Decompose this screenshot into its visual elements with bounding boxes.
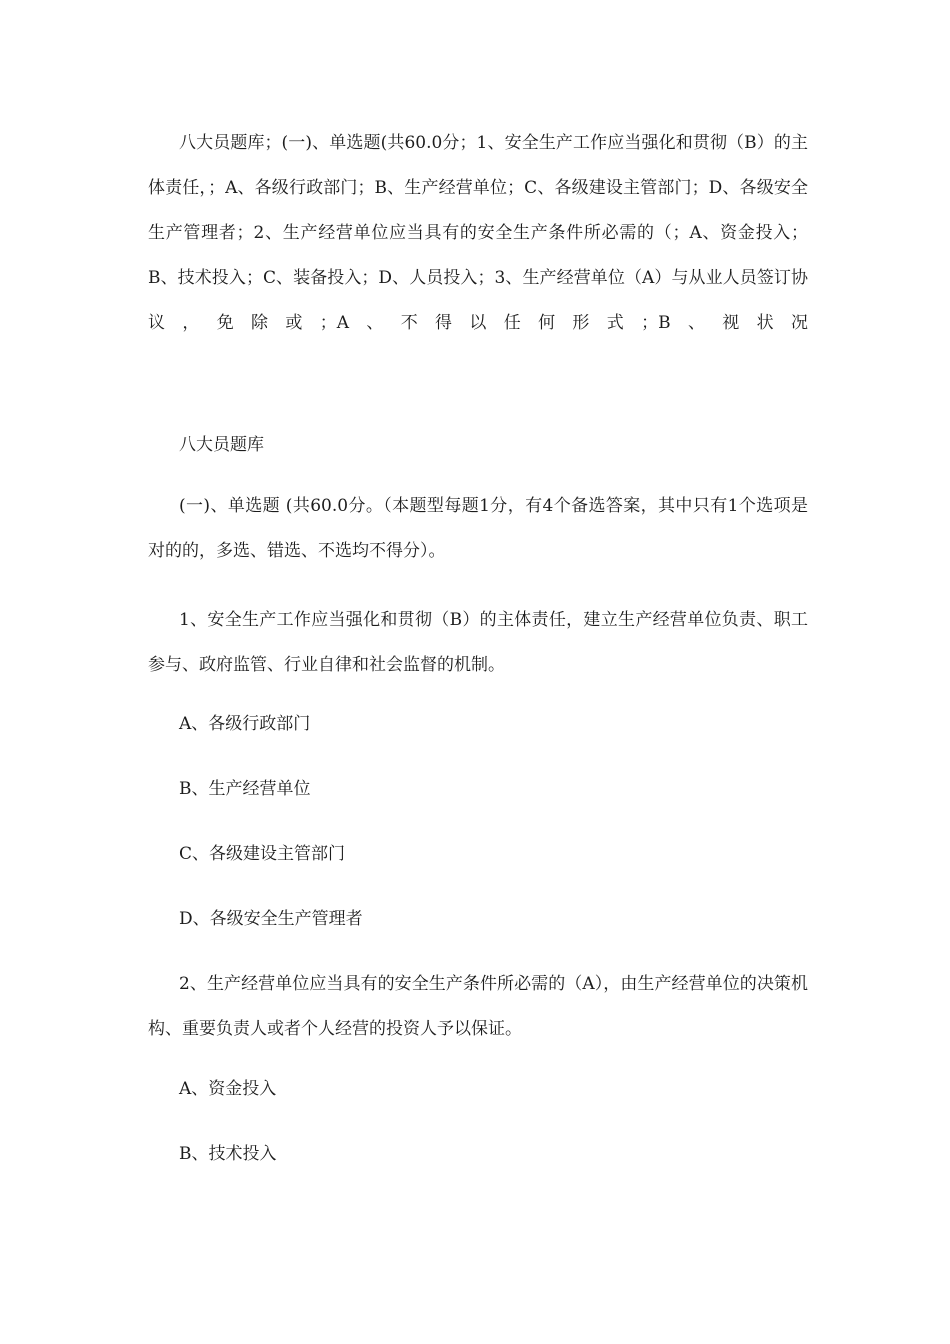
summary-paragraph: 八大员题库；(一)、单选题(共60.0分；1、安全生产工作应当强化和贯彻（B）的主体责任，；A、各级行政部门；B、生产经营单位；C、各级建设主管部门；D、各级安全生产管理者；2、生产经营单位应当具有的安全生产条件所必需的（；A、资金投入；B、技术投入；C、装备投入；D、人员投入；3、生产经营单位（A）与从业人员签订协议，免除或；A、不得以任何形式；B、视状况 [148, 133, 808, 333]
question-1-option-b: B、生产经营单位 [179, 779, 311, 799]
document-title: 八大员题库 [179, 435, 264, 455]
question-2-stem: 2、生产经营单位应当具有的安全生产条件所必需的（A），由生产经营单位的决策机构、重要负责人或者个人经营的投资人予以保证。 [148, 974, 808, 1039]
question-1-option-a: A、各级行政部门 [179, 714, 311, 734]
question-2-option-a: A、资金投入 [179, 1079, 277, 1099]
question-1-stem: 1、安全生产工作应当强化和贯彻（B）的主体责任，建立生产经营单位负责、职工参与、政府监管、行业自律和社会监督的机制。 [148, 610, 808, 675]
question-1-option-c: C、各级建设主管部门 [179, 844, 346, 864]
question-2-option-b: B、技术投入 [179, 1144, 277, 1164]
section-intro: (一)、单选题 (共60.0分。（本题型每题1分，有4个备选答案，其中只有1个选项是对的的，多选、错选、不选均不得分）。 [148, 496, 808, 561]
question-1-option-d: D、各级安全生产管理者 [179, 909, 363, 929]
